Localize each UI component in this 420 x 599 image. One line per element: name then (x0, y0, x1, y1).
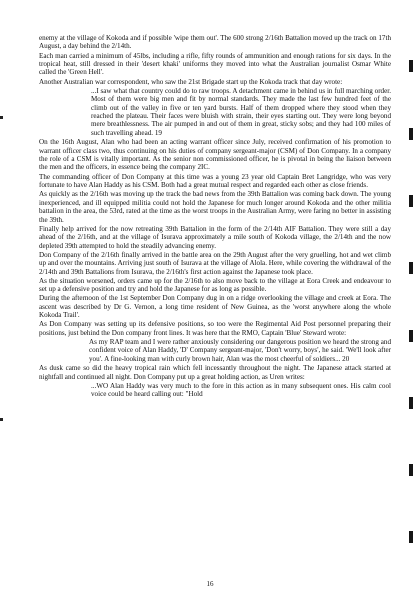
paragraph-kokoda-orders: enemy at the village of Kokoda and if possible 'wipe them out'. The 600 strong 2/16th Battalion moved up the track on 17th August, a day behind the 2/14th. (39, 34, 391, 51)
binding-mark (409, 262, 413, 274)
binding-mark (409, 531, 413, 543)
binding-mark (409, 60, 413, 72)
paragraph-situation-worsened: As the situation worsened, orders came up for the 2/16th to also move back to the village at Eora Creek and endeavour to set up a defensive position and try and hold the Japanese for as long as possible. (39, 276, 391, 294)
edge-dot (0, 116, 3, 119)
paragraph-bad-news: As quickly as the 2/16th was moving up the track the bad news from the 39th Battalion was coming back down. The young inexperienced, and ill equipped militia could not hold the Japanese for much longer around Kokoda and the other militia battalion in the area, the 53rd, rated at the time as the worst troops in the Australian Army, were faring no better in assisting the 39th. (39, 190, 391, 224)
binding-mark (409, 330, 413, 342)
paragraph-help-arrived: Finally help arrived for the now retreating 39th Battalion in the form of the 2/14th AIF Battalion. They were still a day ahead of the 2/16th, and at the village of Isurava approximately a mile south of Kokoda village, the 2/14th and the now depleted 39th attempted to hold the steadily advancing enemy. (39, 224, 391, 250)
binding-mark (409, 464, 413, 476)
block-quote-rap-team: As my RAP team and I were rather anxiously considering our dangerous position we heard the strong and confident voice of Alan Haddy, 'D' Company sergeant-major, 'Don't worry, boys', he said. 'We'll look after you'. A fine-looking man with curly brown hair, Alan was the most cheerful of soldiers... 20 (89, 337, 391, 363)
paragraph-aid-post: As Don Company was setting up its defensive positions, so too were the Regimental Aid Post personnel preparing their positions, just behind the Don company front lines. It was here that the RMO, Captain 'Blue' Steward wrote: (39, 320, 391, 337)
paragraph-dusk-attack: As dusk came so did the heavy tropical rain which fell incessantly throughout the night. The Japanese attack started at nightfall and continued all night. Don Company put up a great holding action, as Uren writes: (39, 364, 391, 381)
paragraph-promotion: On the 16th August, Alan who had been an acting warrant officer since July, received confirmation of his promotion to warrant officer class two, thus continuing on his duties of company sergeant-major (CSM) of Don Company. In a company the role of a CSM is vitally important. As the senior non commissioned officer, he is pivotal in being the liaison between the men and the officers, in essence being the company 2IC. (39, 138, 391, 172)
paragraph-rations: Each man carried a minimum of 45lbs, including a rifle, fifty rounds of ammunition and enough rations for six days. In the tropical heat, still dressed in their 'desert khaki' uniforms they moved into what the Australian journalist Osmar White called the 'Green Hell'. (39, 51, 391, 77)
paragraph-commanding-officer: The commanding officer of Don Company at this time was a young 23 year old Captain Bret Langridge, who was very fortunate to have Alan Haddy as his CSM. Both had a great mutual respect and regarded each other as close friends. (39, 172, 391, 190)
edge-dot (0, 418, 3, 421)
paragraph-correspondent: Another Australian war correspondent, who saw the 21st Brigade start up the Kokoda track that day wrote: (39, 77, 343, 86)
document-page (39, 34, 391, 400)
paragraph-don-company-arrives: Don Company of the 2/16th finally arrived in the battle area on the 29th August after the very gruelling, hot and wet climb up and over the mountains. Arriving just south of Isurava at the village of Alola. Here, while covering the withdrawal of the 2/14th and 39th Battalions from Isurava, the 2/16th's first action against the Japanese took place. (39, 250, 391, 276)
page-number: 16 (206, 580, 214, 588)
block-quote-uren: ...WO Alan Haddy was very much to the fore in this action as in many subsequent ones. His calm cool voice could be heard calling out: "Hold (91, 381, 391, 399)
paragraph-eora-ridge: During the afternoon of the 1st September Don Company dug in on a ridge overlooking the village and creek at Eora. The ascent was described by Dr G. Vernon, a long time resident of New Guinea, as the 'worst anywhere along the whole Kokoda Trail'. (39, 294, 391, 320)
binding-mark (409, 195, 413, 207)
binding-mark (409, 128, 413, 140)
binding-mark (409, 397, 413, 409)
block-quote-raw-troops: ...I saw what that country could do to raw troops. A detachment came in behind us in full marching order. Most of them were big men and fit by normal standards. They made the last few hundred feet of the climb out of the valley in five or ten yard bursts. Half of them dropped where they stood when they reached the plateau. Their faces were bluish with strain, their eyes starting out. They were long beyond mere breathlessness. The air pumped in and out of them in great, sticky sobs; and they had 100 miles of such travelling ahead. 19 (91, 86, 391, 137)
